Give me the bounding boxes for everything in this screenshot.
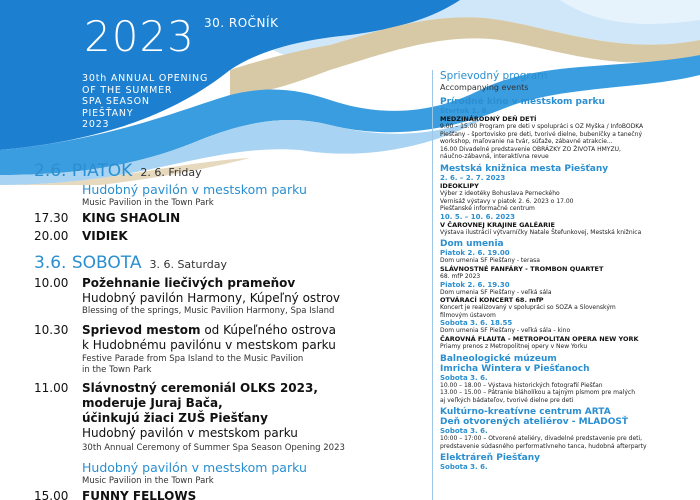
block-heading: Deň otvorených ateliérov - MLADOSŤ: [440, 417, 628, 428]
block-bold: MEDZINÁRODNÝ DEŇ DETÍ: [440, 115, 537, 123]
event-time: 10.30: [34, 323, 69, 337]
block-bold: ČAROVNÁ FLAUTA - METROPOLITAN OPERA NEW YORK: [440, 334, 639, 343]
block-date: Piatok 2. 6. 19.00: [440, 249, 510, 258]
block-text: 16.00 Divadelné predstavenie OBRÁZKY ZO ŽIVOTA HMYZU,: [440, 145, 621, 153]
block-date: Sobota 3. 6.: [440, 373, 488, 382]
venue-name-en: Music Pavilion in the Town Park: [82, 198, 214, 208]
block-text: Dom umenia SF Piešťany - veľká sála - kino: [440, 327, 571, 335]
section-subtitle: Accompanying events: [440, 83, 529, 92]
block-text: 10:00 – 17:00 – Otvorené ateliéry, divadelné predstavenie pre deti,: [440, 435, 643, 443]
block-dom-umenia: [440, 239, 695, 350]
block-text: 10.00 – 18.00 – Výstava historických fotografií Piešťan: [440, 381, 603, 389]
block-text: Dom umenia SF Piešťany - terasa: [440, 257, 540, 265]
block-date: Štvrtok 1. 6.: [440, 107, 490, 115]
block-kniznica: [440, 164, 695, 236]
event-title: VIDIEK: [82, 229, 128, 243]
subtitle-line: PIEŠŤANY: [82, 107, 134, 119]
block-muzeum: [440, 354, 695, 405]
subtitle-line: OF THE SUMMER: [82, 84, 173, 96]
event-title: účinkujú žiaci ZUŠ Piešťany: [82, 411, 268, 425]
block-heading: Imricha Wintera v Piešťanoch: [440, 363, 590, 374]
event-title: [82, 323, 336, 337]
block-bold: V ČAROVNEJ KRAJINE GALÉARIE: [440, 220, 555, 229]
event-title: moderuje Juraj Bača,: [82, 396, 223, 410]
block-text: Piešťany - športovisko pre deti, tvorivé dielne, bubeníčky a tanečný: [440, 130, 643, 138]
block-text: Piešťanské informačné centrum: [440, 205, 535, 213]
event-title: KING SHAOLIN: [82, 211, 181, 225]
block-heading: Elektráreň Piešťany: [440, 453, 541, 464]
block-text: Vernisáž výstavy v piatok 2. 6. 2023 o 17.00: [440, 197, 574, 205]
event-time: 10.00: [34, 276, 69, 290]
block-text: Výber z ideotéky Bohuslava Perneckého: [440, 189, 560, 197]
block-heading: Balneologické múzeum: [440, 353, 557, 364]
block-text: predstavenie súdasného performatívneho tanca, hudobná afterparty: [440, 442, 647, 450]
edition-label: 30. ROČNÍK: [204, 16, 279, 30]
event-line: k Hudobnému pavilónu v mestskom parku: [82, 338, 336, 352]
block-text: 9.00 – 15.00 Program pre deti v spolupráci s OZ Myška / InfoBODKA: [440, 123, 644, 130]
subtitle-line: 2023: [82, 119, 110, 130]
event-time: 20.00: [34, 229, 69, 243]
event-english: in the Town Park: [82, 365, 152, 375]
block-text: Koncert je realizovaný v spolupráci so SOZA a Slovenským: [440, 304, 616, 312]
event-venue: Hudobný pavilón Harmony, Kúpeľný ostrov: [82, 291, 341, 305]
block-text: 68. mfP 2023: [440, 272, 481, 280]
block-elektraren: [440, 453, 695, 471]
day-heading-friday: [34, 161, 202, 181]
block-bold: IDEOKLIPY: [440, 181, 479, 190]
block-date: 10. 5. – 10. 6. 2023: [440, 212, 516, 221]
section-title: Sprievodný program: [440, 70, 548, 82]
event-venue: Hudobný pavilón v mestskom parku: [82, 426, 298, 440]
event-title: Požehnanie liečivých prameňov: [82, 276, 296, 290]
event-title-bold: Sprievod mestom: [82, 323, 201, 337]
subtitle-line: 30th ANNUAL OPENING: [82, 73, 209, 84]
event-english: Blessing of the springs, Music Pavilion Harmony, Spa Island: [82, 306, 335, 316]
event-time: 17.30: [34, 211, 69, 225]
block-text: náučno-zábavná, interaktívna revue: [440, 153, 549, 161]
column-divider: [432, 70, 433, 500]
block-date: Sobota 3. 6. 18.55: [440, 319, 513, 328]
venue-name: Hudobný pavilón v mestskom parku: [82, 460, 307, 475]
day-label: 2.6. PIATOK: [34, 161, 133, 181]
block-bold: OTVÁRACÍ KONCERT 68. mfP: [440, 296, 544, 305]
block-heading: Mestská knižnica mesta Piešťany: [440, 163, 609, 174]
day-heading-saturday: [34, 253, 227, 273]
block-date: Sobota 3. 6.: [440, 427, 488, 436]
block-date: 2. 6. – 2. 7. 2023: [440, 173, 506, 182]
block-date: Piatok 2. 6. 19.30: [440, 280, 510, 289]
event-title: FUNNY FELLOWS: [82, 489, 197, 500]
subtitle-line: SPA SEASON: [82, 96, 150, 107]
venue-name: Hudobný pavilón v mestskom parku: [82, 182, 307, 197]
block-heading: Prírodné kino v mestskom parku: [440, 97, 605, 107]
block-heading: Kultúrno-kreatívne centrum ARTA: [440, 407, 611, 418]
block-text: aj veľkých bádateľov, tvorivé dielne pre deti: [440, 396, 574, 404]
day-label: 3.6. SOBOTA: [34, 253, 142, 273]
event-time: 15.00: [34, 489, 69, 500]
event-english: 30th Annual Ceremony of Summer Spa Season Opening 2023: [82, 443, 345, 453]
event-title: Slávnostný ceremoniál OLKS 2023,: [82, 381, 318, 395]
block-text: Dom umenia SF Piešťany - veľká sála: [440, 288, 552, 296]
block-text: Výstava ilustrácií výtvarníčky Natale Štefunkovej, Mestská knižnica: [440, 228, 642, 236]
block-kino: [440, 97, 695, 161]
block-text: Priamy prenos z Metropolitnej opery v New Yorku: [440, 342, 588, 350]
block-text: filmovým ústavom: [440, 311, 496, 319]
block-date: Sobota 3. 6.: [440, 463, 488, 472]
event-english: Festive Parade from Spa Island to the Music Pavilion: [82, 354, 304, 364]
accompanying-program: [440, 70, 695, 471]
block-heading: Dom umenia: [440, 239, 504, 250]
venue-name-en: Music Pavilion in the Town Park: [82, 476, 214, 486]
day-date-en: 2. 6. Friday: [140, 166, 202, 179]
block-arta: [440, 407, 695, 450]
festival-year: 2023: [84, 12, 195, 61]
event-time: 11.00: [34, 381, 69, 395]
block-text: 13.00 – 15.00 – Pátranie bláholíkou a tajným písmom pre malých: [440, 389, 636, 397]
event-title-rest: od Kúpeľného ostrova: [200, 323, 336, 337]
block-text: workshop, maľovanie na tvár, súťaže, zábavné atrakcie...: [440, 138, 613, 146]
day-date-en: 3. 6. Saturday: [149, 258, 228, 271]
header-subtitle: [82, 73, 208, 131]
block-bold: SLÁVNOSTNÉ FANFÁRY - TROMBON QUARTET: [440, 264, 604, 273]
